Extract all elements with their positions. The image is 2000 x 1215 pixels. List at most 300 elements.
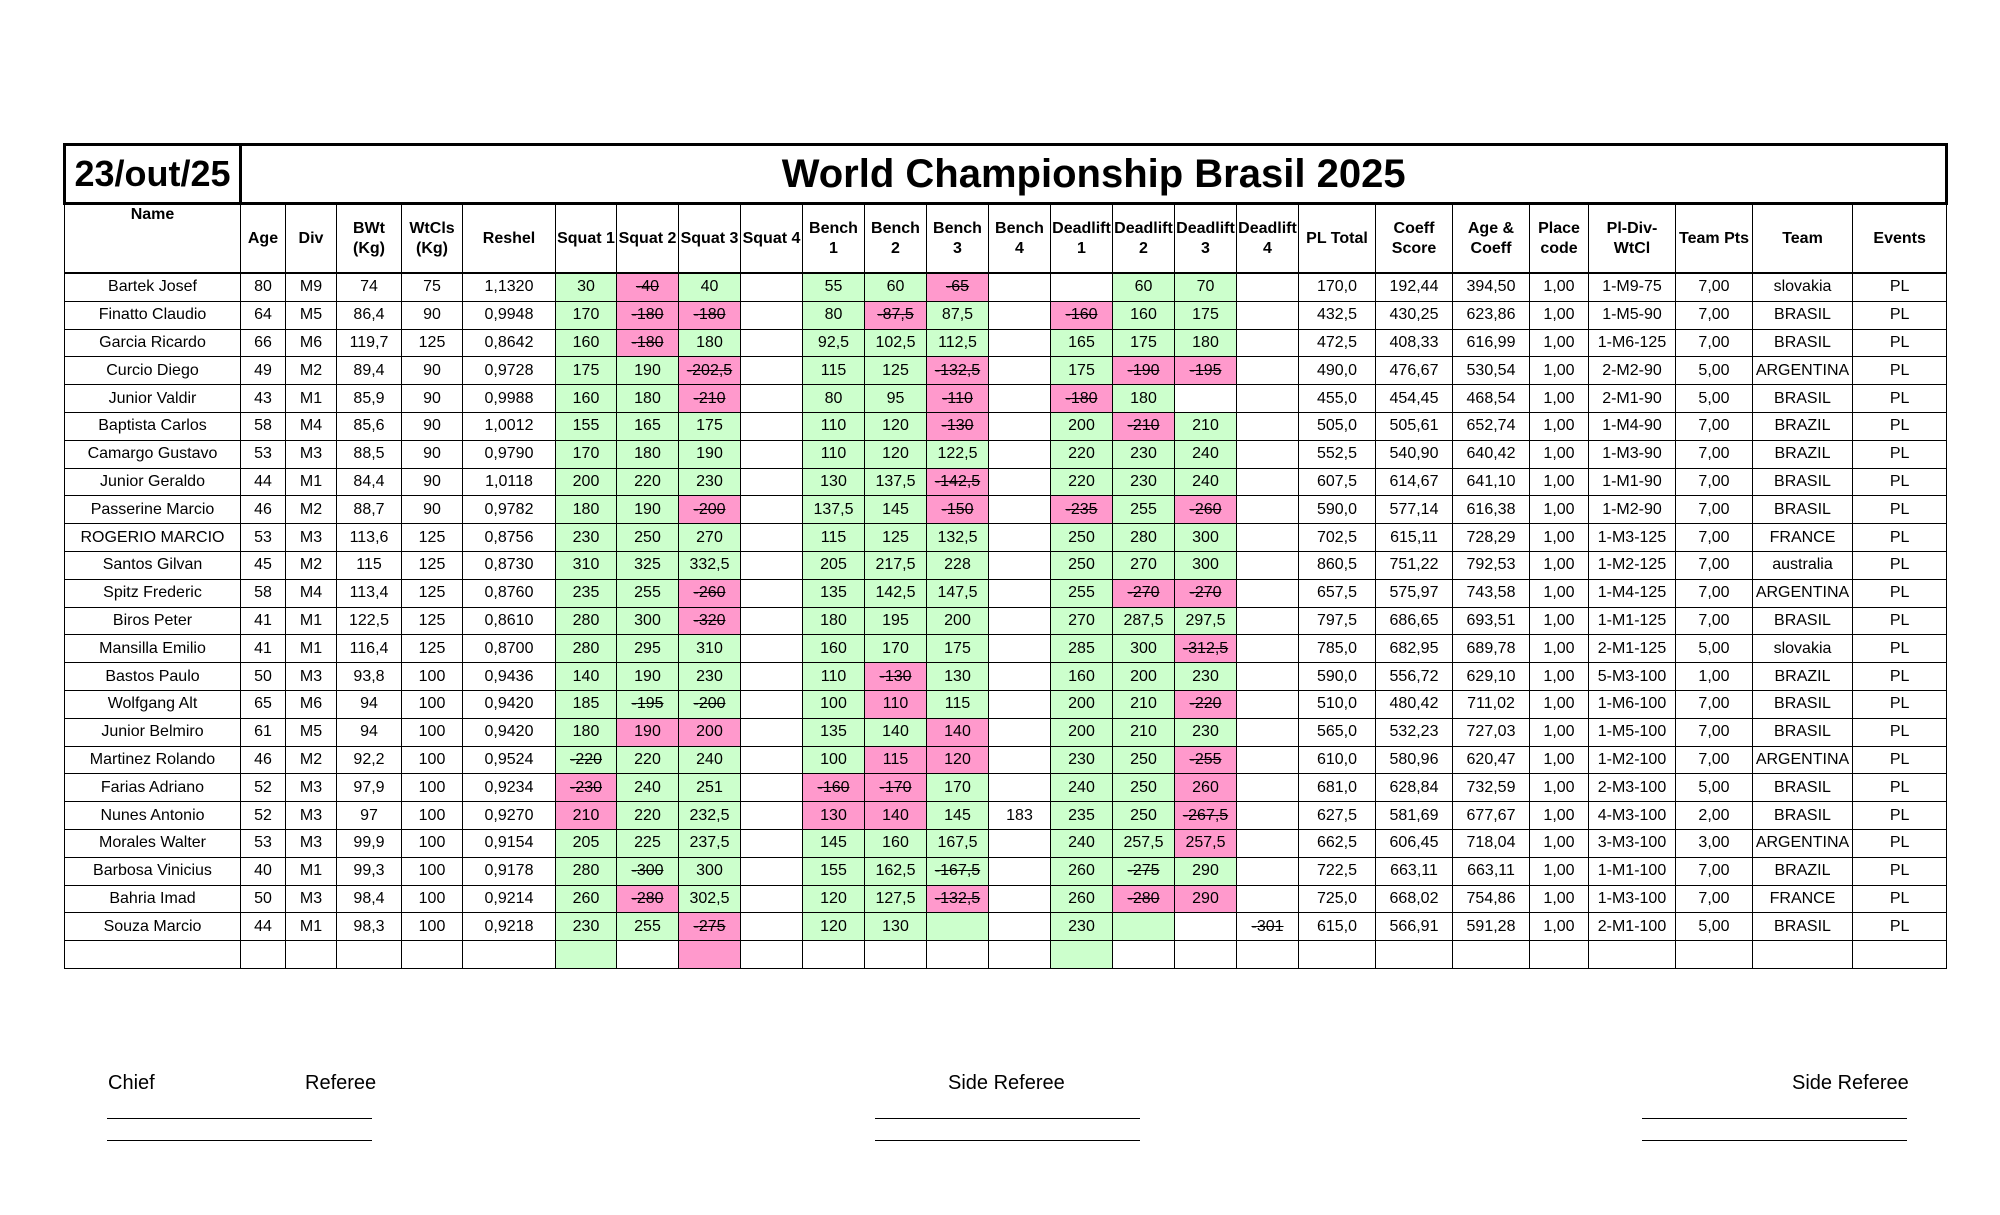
table-cell: 1,00 [1530, 663, 1589, 691]
table-cell: 230 [1113, 440, 1175, 468]
table-cell: 629,10 [1453, 663, 1530, 691]
table-cell [1853, 941, 1947, 969]
table-cell: 250 [1051, 524, 1113, 552]
table-cell: 230 [1051, 913, 1113, 941]
table-cell: 75 [402, 273, 463, 301]
table-cell: M3 [286, 663, 337, 691]
table-cell: -200 [679, 690, 741, 718]
table-cell: 140 [865, 718, 927, 746]
table-cell: -260 [679, 579, 741, 607]
table-cell: 100 [402, 663, 463, 691]
table-cell: 230 [679, 468, 741, 496]
table-cell: 119,7 [337, 329, 402, 357]
table-cell: -280 [1113, 885, 1175, 913]
table-cell: 240 [1051, 774, 1113, 802]
header-team: Team [1753, 204, 1853, 274]
table-cell: 220 [617, 468, 679, 496]
lifter-name: Finatto Claudio [65, 301, 241, 329]
table-cell: 7,00 [1676, 607, 1753, 635]
table-cell: 257,5 [1175, 829, 1237, 857]
table-cell: BRAZIL [1753, 663, 1853, 691]
table-cell: M3 [286, 829, 337, 857]
header-pl-total: PL Total [1299, 204, 1376, 274]
table-cell: 7,00 [1676, 746, 1753, 774]
table-cell [1453, 941, 1530, 969]
results-sheet [63, 143, 1948, 969]
table-cell: 122,5 [927, 440, 989, 468]
table-cell: 200 [556, 468, 617, 496]
table-cell: 100 [803, 746, 865, 774]
table-cell: 454,45 [1376, 385, 1453, 413]
lifter-name: Bartek Josef [65, 273, 241, 301]
table-cell [1237, 412, 1299, 440]
table-cell: 125 [402, 579, 463, 607]
table-cell: 190 [617, 496, 679, 524]
table-cell: 53 [241, 829, 286, 857]
table-cell: 0,9218 [463, 913, 556, 941]
table-cell: 3-M3-100 [1589, 829, 1676, 857]
table-cell: 90 [402, 440, 463, 468]
table-cell: 1,00 [1530, 857, 1589, 885]
table-cell: PL [1853, 635, 1947, 663]
table-cell: 90 [402, 385, 463, 413]
table-cell [556, 941, 617, 969]
header-wtcls-kg: WtCls (Kg) [402, 204, 463, 274]
table-cell: 7,00 [1676, 885, 1753, 913]
table-cell [989, 829, 1051, 857]
table-cell: 1,00 [1530, 635, 1589, 663]
table-cell: 566,91 [1376, 913, 1453, 941]
table-cell: 1,00 [1530, 385, 1589, 413]
table-cell: 332,5 [679, 551, 741, 579]
table-cell: 5,00 [1676, 385, 1753, 413]
table-cell: M3 [286, 440, 337, 468]
table-cell: 1-M3-100 [1589, 885, 1676, 913]
table-cell: 205 [803, 551, 865, 579]
table-cell: 1,00 [1530, 829, 1589, 857]
table-cell [989, 885, 1051, 913]
table-cell: 718,04 [1453, 829, 1530, 857]
table-cell [1753, 941, 1853, 969]
table-cell: 7,00 [1676, 524, 1753, 552]
table-cell: 607,5 [1299, 468, 1376, 496]
table-cell: 175 [1175, 301, 1237, 329]
table-cell: PL [1853, 496, 1947, 524]
table-cell: 1-M2-90 [1589, 496, 1676, 524]
table-cell [989, 329, 1051, 357]
table-cell: 46 [241, 496, 286, 524]
table-cell: 175 [1051, 357, 1113, 385]
table-cell [1237, 746, 1299, 774]
table-cell: 663,11 [1453, 857, 1530, 885]
table-cell: 668,02 [1376, 885, 1453, 913]
table-cell: 251 [679, 774, 741, 802]
referee-label: Referee [305, 1072, 377, 1094]
table-cell: 88,7 [337, 496, 402, 524]
table-cell: 87,5 [927, 301, 989, 329]
table-cell: 155 [556, 412, 617, 440]
table-row [65, 440, 1947, 468]
table-cell: 1-M1-90 [1589, 468, 1676, 496]
table-cell: 130 [803, 468, 865, 496]
table-cell: 210 [556, 802, 617, 830]
table-cell: 142,5 [865, 579, 927, 607]
table-cell: 285 [1051, 635, 1113, 663]
table-cell [1237, 273, 1299, 301]
table-row [65, 690, 1947, 718]
table-cell: -280 [617, 885, 679, 913]
lifter-name: Passerine Marcio [65, 496, 241, 524]
table-cell: -220 [1175, 690, 1237, 718]
table-row [65, 524, 1947, 552]
table-cell: 180 [1175, 329, 1237, 357]
table-cell: 628,84 [1376, 774, 1453, 802]
table-cell [463, 941, 556, 969]
table-cell: 250 [1113, 802, 1175, 830]
table-cell: 100 [402, 802, 463, 830]
table-cell: 728,29 [1453, 524, 1530, 552]
table-cell: 175 [679, 412, 741, 440]
lifter-name: Bahria Imad [65, 885, 241, 913]
table-cell: 175 [556, 357, 617, 385]
table-cell: 175 [927, 635, 989, 663]
table-cell [741, 440, 803, 468]
table-cell [1237, 551, 1299, 579]
table-cell: 40 [241, 857, 286, 885]
table-cell: 180 [1113, 385, 1175, 413]
table-cell: 230 [679, 663, 741, 691]
table-cell: 240 [617, 774, 679, 802]
table-cell: 185 [556, 690, 617, 718]
table-cell: 100 [402, 774, 463, 802]
table-cell: PL [1853, 440, 1947, 468]
table-cell: 325 [617, 551, 679, 579]
table-cell: 1,0118 [463, 468, 556, 496]
table-cell: 302,5 [679, 885, 741, 913]
table-cell [989, 357, 1051, 385]
table-row [65, 273, 1947, 301]
table-cell: 240 [1051, 829, 1113, 857]
table-cell: 237,5 [679, 829, 741, 857]
table-cell: 190 [617, 718, 679, 746]
table-cell: 0,9214 [463, 885, 556, 913]
table-cell: 0,9728 [463, 357, 556, 385]
table-cell: 100 [402, 829, 463, 857]
table-cell: PL [1853, 774, 1947, 802]
table-cell: -180 [617, 301, 679, 329]
table-cell [989, 857, 1051, 885]
table-cell: 590,0 [1299, 496, 1376, 524]
table-cell: 180 [617, 385, 679, 413]
table-cell: M2 [286, 496, 337, 524]
table-cell [1051, 273, 1113, 301]
lifter-name: Mansilla Emilio [65, 635, 241, 663]
table-cell: 280 [556, 857, 617, 885]
table-cell: 270 [679, 524, 741, 552]
lifter-name: Spitz Frederic [65, 579, 241, 607]
table-cell: 170 [556, 301, 617, 329]
table-cell: 120 [865, 412, 927, 440]
table-cell: -235 [1051, 496, 1113, 524]
table-cell: 115 [337, 551, 402, 579]
meet-title: World Championship Brasil 2025 [241, 145, 1947, 204]
side-referee-center-line [875, 1118, 1140, 1119]
table-cell [741, 579, 803, 607]
table-cell: 225 [617, 829, 679, 857]
table-cell: 200 [1051, 412, 1113, 440]
table-cell [741, 746, 803, 774]
table-cell: M4 [286, 579, 337, 607]
table-cell: 7,00 [1676, 496, 1753, 524]
table-cell: 140 [865, 802, 927, 830]
table-cell: 657,5 [1299, 579, 1376, 607]
table-cell: -270 [1175, 579, 1237, 607]
side-referee-center-label: Side Referee [948, 1072, 1065, 1094]
table-cell: 552,5 [1299, 440, 1376, 468]
table-cell: M5 [286, 718, 337, 746]
table-cell [1237, 357, 1299, 385]
table-cell: 45 [241, 551, 286, 579]
table-cell [617, 941, 679, 969]
table-cell: 1,00 [1530, 468, 1589, 496]
table-cell: 60 [1113, 273, 1175, 301]
table-cell [1589, 941, 1676, 969]
table-cell: 616,99 [1453, 329, 1530, 357]
table-cell: BRASIL [1753, 774, 1853, 802]
table-cell [989, 273, 1051, 301]
table-cell: -150 [927, 496, 989, 524]
lifter-name: ROGERIO MARCIO [65, 524, 241, 552]
table-cell [1113, 913, 1175, 941]
table-cell: 797,5 [1299, 607, 1376, 635]
table-cell [1237, 941, 1299, 969]
table-cell: BRASIL [1753, 329, 1853, 357]
table-cell: 2-M1-125 [1589, 635, 1676, 663]
table-cell: 1,00 [1530, 496, 1589, 524]
table-cell: 255 [617, 913, 679, 941]
table-cell: 7,00 [1676, 329, 1753, 357]
table-cell: -301 [1237, 913, 1299, 941]
table-cell [1237, 329, 1299, 357]
table-cell [1237, 385, 1299, 413]
table-cell: 98,3 [337, 913, 402, 941]
table-cell: -200 [679, 496, 741, 524]
table-cell: ARGENTINA [1753, 746, 1853, 774]
table-cell: 615,0 [1299, 913, 1376, 941]
table-cell: -110 [927, 385, 989, 413]
table-cell: 137,5 [865, 468, 927, 496]
table-cell: 44 [241, 913, 286, 941]
table-cell: 94 [337, 690, 402, 718]
table-row [65, 802, 1947, 830]
table-row [65, 385, 1947, 413]
table-cell [1051, 941, 1113, 969]
table-cell [803, 941, 865, 969]
lifter-name: Junior Belmiro [65, 718, 241, 746]
table-cell: PL [1853, 718, 1947, 746]
table-cell: 476,67 [1376, 357, 1453, 385]
table-cell: 98,4 [337, 885, 402, 913]
table-cell: 228 [927, 551, 989, 579]
table-cell: M5 [286, 301, 337, 329]
table-cell [1237, 607, 1299, 635]
table-cell [241, 941, 286, 969]
table-cell: PL [1853, 524, 1947, 552]
table-cell [989, 690, 1051, 718]
table-cell: 86,4 [337, 301, 402, 329]
table-cell [927, 913, 989, 941]
table-cell: PL [1853, 579, 1947, 607]
table-cell: -210 [679, 385, 741, 413]
table-cell [1175, 385, 1237, 413]
table-row [65, 857, 1947, 885]
table-cell: 5,00 [1676, 774, 1753, 802]
table-row [65, 551, 1947, 579]
table-cell: -40 [617, 273, 679, 301]
table-cell [989, 496, 1051, 524]
header-row [65, 204, 1947, 274]
table-cell: 702,5 [1299, 524, 1376, 552]
table-cell: 220 [1051, 440, 1113, 468]
table-cell: FRANCE [1753, 524, 1853, 552]
table-cell: 100 [402, 857, 463, 885]
table-cell: 230 [1051, 746, 1113, 774]
table-cell: 99,3 [337, 857, 402, 885]
table-cell [741, 635, 803, 663]
table-cell: 125 [402, 524, 463, 552]
table-cell: 113,4 [337, 579, 402, 607]
table-cell: 270 [1051, 607, 1113, 635]
table-cell: 727,03 [1453, 718, 1530, 746]
table-cell: 610,0 [1299, 746, 1376, 774]
table-cell: 125 [865, 357, 927, 385]
table-cell [1175, 913, 1237, 941]
table-cell: PL [1853, 301, 1947, 329]
table-cell: 7,00 [1676, 273, 1753, 301]
table-cell: 92,2 [337, 746, 402, 774]
table-cell [989, 913, 1051, 941]
table-cell: BRASIL [1753, 468, 1853, 496]
table-cell: PL [1853, 551, 1947, 579]
table-cell: 80 [241, 273, 286, 301]
table-cell: 220 [617, 746, 679, 774]
table-cell: ARGENTINA [1753, 829, 1853, 857]
table-cell: 135 [803, 579, 865, 607]
table-cell: -130 [865, 663, 927, 691]
table-cell: 0,8610 [463, 607, 556, 635]
table-cell: -132,5 [927, 357, 989, 385]
table-cell: 1,0012 [463, 412, 556, 440]
table-cell: 652,74 [1453, 412, 1530, 440]
table-cell: 472,5 [1299, 329, 1376, 357]
table-cell [1175, 941, 1237, 969]
table-cell: 30 [556, 273, 617, 301]
table-cell: M3 [286, 885, 337, 913]
table-cell: -260 [1175, 496, 1237, 524]
table-cell: 230 [1113, 468, 1175, 496]
table-cell: 785,0 [1299, 635, 1376, 663]
table-cell: 556,72 [1376, 663, 1453, 691]
table-cell [989, 718, 1051, 746]
table-cell: PL [1853, 885, 1947, 913]
lifter-name: Morales Walter [65, 829, 241, 857]
table-cell: 125 [402, 329, 463, 357]
table-cell: 5,00 [1676, 635, 1753, 663]
table-cell: PL [1853, 690, 1947, 718]
table-cell: 0,9178 [463, 857, 556, 885]
table-cell: PL [1853, 329, 1947, 357]
table-cell [741, 301, 803, 329]
table-cell [1237, 301, 1299, 329]
table-cell: M1 [286, 607, 337, 635]
table-cell: M1 [286, 635, 337, 663]
table-cell: 2-M2-90 [1589, 357, 1676, 385]
table-cell: 1-M4-90 [1589, 412, 1676, 440]
table-cell: M2 [286, 357, 337, 385]
table-cell: 41 [241, 635, 286, 663]
table-cell [741, 329, 803, 357]
table-cell: 74 [337, 273, 402, 301]
header-deadlift-3: Deadlift 3 [1175, 204, 1237, 274]
table-cell: 1,00 [1530, 551, 1589, 579]
table-cell: 290 [1175, 857, 1237, 885]
table-cell: 140 [927, 718, 989, 746]
table-cell: 99,9 [337, 829, 402, 857]
table-cell [679, 941, 741, 969]
table-cell: 170 [865, 635, 927, 663]
table-cell: 230 [556, 913, 617, 941]
table-cell: 615,11 [1376, 524, 1453, 552]
table-cell: M6 [286, 690, 337, 718]
table-cell: 614,67 [1376, 468, 1453, 496]
table-cell: 90 [402, 412, 463, 440]
table-cell [741, 690, 803, 718]
table-cell: 90 [402, 301, 463, 329]
table-cell: BRAZIL [1753, 412, 1853, 440]
table-cell: M6 [286, 329, 337, 357]
table-cell: ARGENTINA [1753, 579, 1853, 607]
table-cell: 135 [803, 718, 865, 746]
table-cell: 0,9420 [463, 718, 556, 746]
table-cell: -130 [927, 412, 989, 440]
table-cell [741, 941, 803, 969]
table-row [65, 774, 1947, 802]
table-cell: PL [1853, 857, 1947, 885]
table-cell: 0,9790 [463, 440, 556, 468]
table-cell [741, 273, 803, 301]
table-cell: 58 [241, 579, 286, 607]
table-cell: -190 [1113, 357, 1175, 385]
table-row [65, 635, 1947, 663]
table-cell: 200 [927, 607, 989, 635]
table-cell: 581,69 [1376, 802, 1453, 830]
lifter-name: Souza Marcio [65, 913, 241, 941]
table-cell: M3 [286, 524, 337, 552]
table-cell: 590,0 [1299, 663, 1376, 691]
table-cell: 1,00 [1530, 746, 1589, 774]
table-cell: 408,33 [1376, 329, 1453, 357]
table-cell: 627,5 [1299, 802, 1376, 830]
table-cell: 577,14 [1376, 496, 1453, 524]
table-cell: australia [1753, 551, 1853, 579]
table-cell: 230 [556, 524, 617, 552]
lifter-name: Martinez Rolando [65, 746, 241, 774]
table-cell: 210 [1113, 718, 1175, 746]
table-cell: -267,5 [1175, 802, 1237, 830]
table-cell: BRAZIL [1753, 440, 1853, 468]
table-row [65, 829, 1947, 857]
table-cell: 7,00 [1676, 468, 1753, 496]
